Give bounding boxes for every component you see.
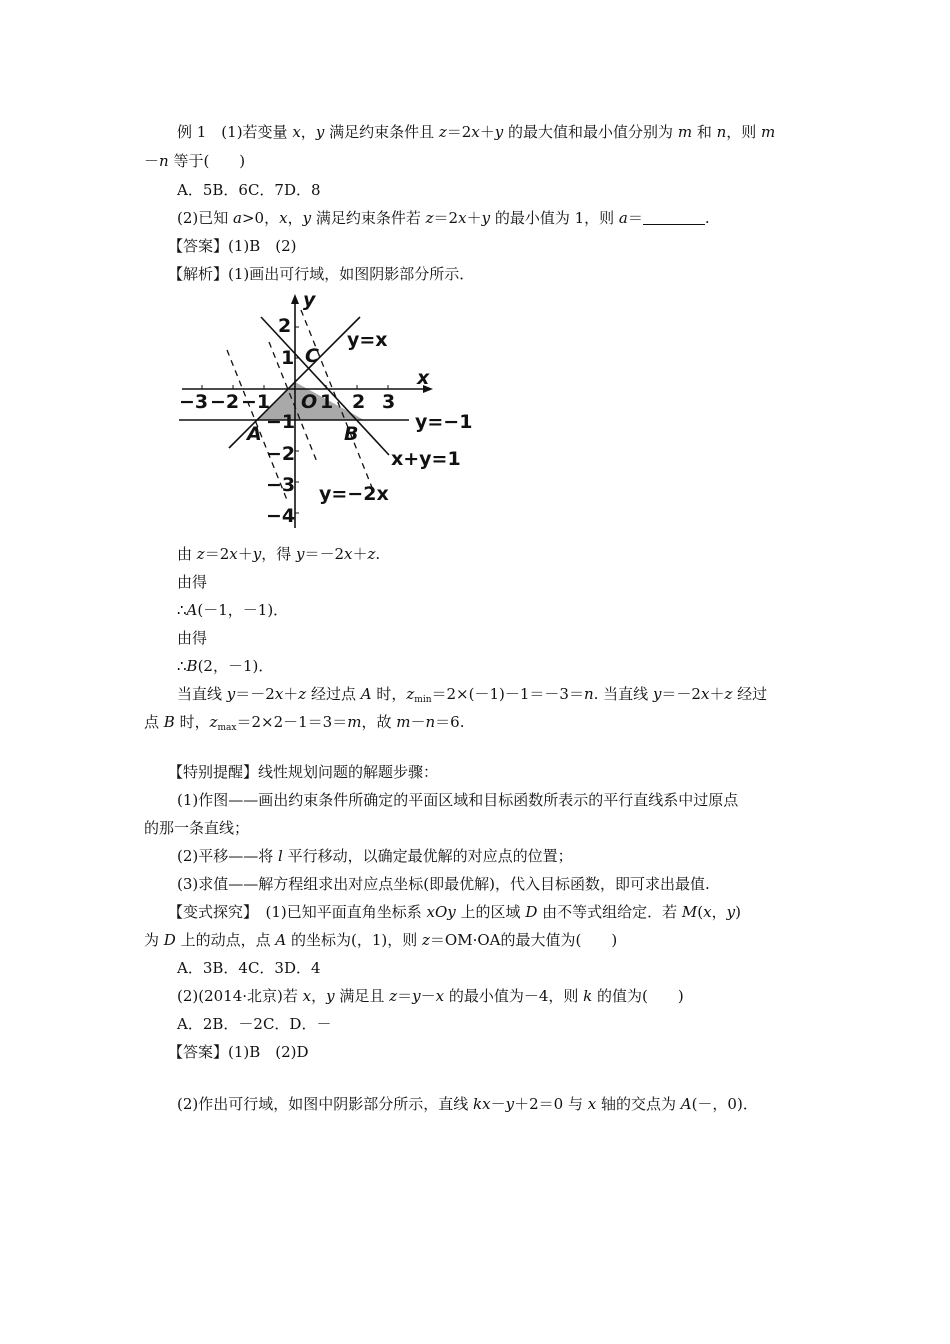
origin-label: O xyxy=(301,391,318,413)
example1-q2: (2)已知 a>0，x，y 满足约束条件若 z＝2x＋y 的最小值为 1，则 a＝ . xyxy=(177,209,710,227)
y-tick-label: −4 xyxy=(266,505,296,527)
example1-line1: 例 1 (1)若变量 x，y 满足约束条件且 z＝2x＋y 的最大值和最小值分别为 m 和 n，则 m xyxy=(177,123,776,141)
y-tick-label: −3 xyxy=(266,474,296,496)
variant-analysis: (2)作出可行域，如图中阴影部分所示，直线 kx－y＋2＝0 与 x 轴的交点为 A(－，0)． xyxy=(177,1095,758,1113)
solution-line3: ∴A(－1，－1)． xyxy=(177,601,289,619)
tips-title: 【特别提醒】线性规划问题的解题步骤： xyxy=(168,763,439,781)
label-y-eq-minus-1: y=−1 xyxy=(415,411,473,433)
y-tick-label: 2 xyxy=(278,315,292,337)
point-c-label: C xyxy=(305,345,319,367)
x-tick-label: −1 xyxy=(241,391,271,413)
x-tick-label: −2 xyxy=(210,391,240,413)
solution-line7: 点 B 时，$z_{max}=2\times 2-1=3=m$，故 m－n＝6. xyxy=(144,713,465,733)
tips-step2: (2)平移——将 l 平行移动，以确定最优解的对应点的位置； xyxy=(177,847,573,865)
example1-answer: 【答案】(1)B (2) xyxy=(168,237,297,255)
variant-q1-cont: 为 D 上的动点，点 A 的坐标为(，1)，则 z＝OM·OA的最大值为( ) xyxy=(144,931,618,949)
x-tick-label: −3 xyxy=(179,391,209,413)
tips-step1: (1)作图——画出约束条件所确定的平面区域和目标函数所表示的平行直线系中过原点 xyxy=(177,791,739,809)
solution-line4: 由得 xyxy=(177,629,208,647)
x-axis-label: x xyxy=(417,367,430,389)
variant-q1-options: A．3B．4C．3D．4 xyxy=(177,959,321,977)
solution-line5: ∴B(2，－1)． xyxy=(177,657,274,675)
x-tick-label: 3 xyxy=(382,391,396,413)
point-b-label: B xyxy=(344,423,359,445)
answer-blank xyxy=(643,210,705,225)
y-tick-label: −2 xyxy=(266,443,296,465)
point-a-label: A xyxy=(247,423,262,445)
feasible-region-graph xyxy=(177,290,477,530)
example1-line2: －n 等于( ) xyxy=(144,152,246,170)
example1-analysis: 【解析】(1)画出可行域，如图阴影部分所示． xyxy=(168,265,475,283)
variant-q2: (2)(2014·北京)若 x，y 满足且 z＝y－x 的最小值为－4，则 k 的值为( ) xyxy=(177,987,684,1005)
variant-q1: 【变式探究】 (1)已知平面直角坐标系 xOy 上的区域 D 由不等式组给定．若 M(x，y) xyxy=(168,903,741,921)
label-y-eq-minus-2x: y=−2x xyxy=(319,483,389,505)
solution-line6: 当直线 y＝－2x＋z 经过点 A 时，$z_{min}=2\times(-1)-1=-3=n$. 当直线 y＝－2x＋z 经过 xyxy=(177,685,768,705)
tips-step3: (3)求值——解方程组求出对应点坐标(即最优解)，代入目标函数，即可求出最值. xyxy=(177,875,710,893)
label-y-eq-x: y=x xyxy=(347,329,388,351)
y-axis-arrow xyxy=(291,294,299,304)
solution-line1: 由 z＝2x＋y，得 y＝－2x＋z. xyxy=(177,545,381,563)
y-axis-label: y xyxy=(303,290,316,311)
y-tick-label: −1 xyxy=(266,411,296,433)
variant-answer: 【答案】(1)B (2)D xyxy=(168,1043,309,1061)
x-tick-label: 2 xyxy=(352,391,366,413)
label-x-plus-y-eq-1: x+y=1 xyxy=(391,448,461,470)
variant-q2-options: A．2B．－2C．D．－ xyxy=(177,1015,332,1033)
tips-step1-cont: 的那一条直线； xyxy=(144,819,250,837)
x-tick-label: 1 xyxy=(320,391,334,413)
example1-options: A．5B．6C．7D．8 xyxy=(177,181,321,199)
solution-line2: 由得 xyxy=(177,573,208,591)
y-tick-label: 1 xyxy=(281,347,295,369)
